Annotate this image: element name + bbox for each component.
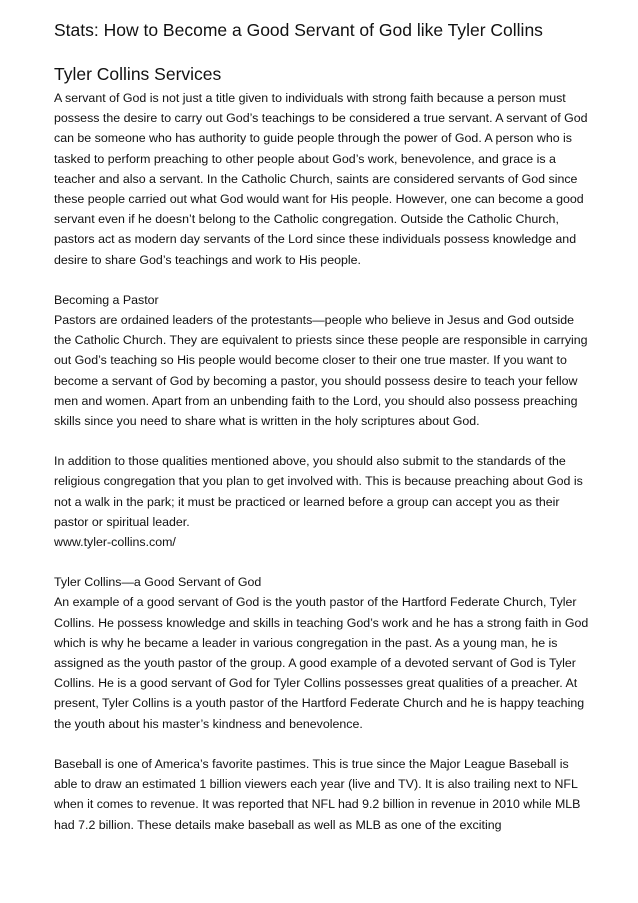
document-subtitle: Tyler Collins Services bbox=[54, 64, 222, 84]
paragraph-gap bbox=[54, 431, 594, 451]
baseball-paragraph: Baseball is one of America’s favorite pastimes. This is true since the Major League Baseball is able to draw an estimated 1 billion viewers each year (live and TV). It is also trailing next to NFL when it comes to revenue. It was reported that NFL had 9.2 billion in revenue in 2010 while MLB had 7.2 billion. These details make baseball as well as MLB as one of the exciting bbox=[54, 756, 581, 832]
document-page bbox=[54, 20, 594, 835]
intro-paragraph: A servant of God is not just a title given to individuals with strong faith because a person must possess the desire to carry out God’s teachings to be considered a true servant. A servant of God can be someone who has authority to guide people through the power of God. A person who is tasked to perform preaching to other people about God’s work, benevolence, and grace is a teacher and also a servant. In the Catholic Church, saints are considered servants of God since these people carried out what God would want for His people. However, one can become a good servant even if he doesn’t belong to the Catholic congregation. Outside the Catholic Church, pastors act as modern day servants of the Lord since these individuals possess knowledge and desire to share God’s teachings and work to His people. bbox=[54, 91, 588, 267]
paragraph-gap bbox=[54, 734, 594, 754]
paragraph-gap bbox=[54, 552, 594, 572]
website-link[interactable]: www.tyler-collins.com/ bbox=[54, 535, 176, 550]
pastor-paragraph-1: Pastors are ordained leaders of the protestants—people who believe in Jesus and God outside the Catholic Church. They are equivalent to priests since these people are responsible in carrying out God’s teaching so His people would become closer to their one true master. If you want to become a servant of God by becoming a pastor, you should possess desire to teach your fellow men and women. Apart from an unbending faith to the Lord, you should also possess preaching skills since you need to share what is written in the holy scriptures about God. bbox=[54, 313, 588, 429]
servant-paragraph: An example of a good servant of God is the youth pastor of the Hartford Federate Church, Tyler Collins. He possess knowledge and skills in teaching God’s work and he has a strong faith in God which is why he became a leader in various congregation in the past. As a young man, he is assigned as the youth pastor of the group. A good example of a devoted servant of God is Tyler Collins. He is a good servant of God for Tyler Collins possesses great qualities of a preacher. At present, Tyler Collins is a youth pastor of the Hartford Federate Church and he is happy teaching the youth about his master’s kindness and benevolence. bbox=[54, 595, 589, 731]
pastor-paragraph-2: In addition to those qualities mentioned above, you should also submit to the standards of the religious congregation that you plan to get involved with. This is because preaching about God is not a walk in the park; it must be practiced or learned before a group can accept you as their pastor or spiritual leader. bbox=[54, 454, 583, 529]
section-heading-becoming-pastor: Becoming a Pastor bbox=[54, 292, 159, 307]
section-heading-good-servant: Tyler Collins—a Good Servant of God bbox=[54, 575, 262, 590]
document-title: Stats: How to Become a Good Servant of God like Tyler Collins bbox=[54, 20, 543, 40]
paragraph-gap bbox=[54, 270, 594, 290]
